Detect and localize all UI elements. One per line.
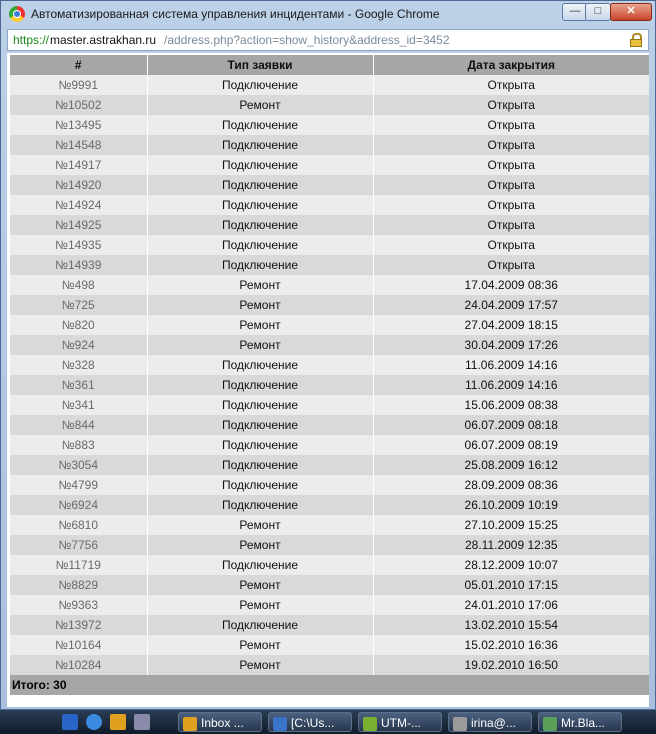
table-row <box>10 495 649 515</box>
close-date-cell: 11.06.2009 14:16 <box>373 355 649 375</box>
table-row <box>10 75 649 95</box>
close-button[interactable]: ✕ <box>610 3 652 21</box>
lock-icon[interactable] <box>630 33 642 47</box>
close-date-cell: 13.02.2010 15:54 <box>373 615 649 635</box>
table-row <box>10 215 649 235</box>
request-type-cell: Ремонт <box>147 315 373 335</box>
request-number-cell[interactable]: №361 <box>10 375 147 395</box>
request-type-cell: Подключение <box>147 355 373 375</box>
table-row <box>10 115 649 135</box>
page-content <box>7 53 649 707</box>
close-date-cell: 26.10.2009 10:19 <box>373 495 649 515</box>
table-row <box>10 155 649 175</box>
mail-icon[interactable] <box>110 714 126 730</box>
url-path: /address.php?action=show_history&address_id=3452 <box>164 33 450 47</box>
table-row <box>10 335 649 355</box>
request-number-cell[interactable]: №820 <box>10 315 147 335</box>
request-number-cell[interactable]: №9363 <box>10 595 147 615</box>
close-date-cell: 25.08.2009 16:12 <box>373 455 649 475</box>
request-number-cell[interactable]: №10502 <box>10 95 147 115</box>
request-number-cell[interactable]: №883 <box>10 435 147 455</box>
total-count: Итого: 30 <box>10 675 649 695</box>
request-number-cell[interactable]: №10164 <box>10 635 147 655</box>
request-number-cell[interactable]: №9991 <box>10 75 147 95</box>
table-row <box>10 475 649 495</box>
taskbar-button-label: Inbox ... <box>201 716 244 730</box>
table-row <box>10 435 649 455</box>
close-date-cell: 06.07.2009 08:19 <box>373 435 649 455</box>
request-type-cell: Ремонт <box>147 535 373 555</box>
request-type-cell: Подключение <box>147 455 373 475</box>
close-date-cell: 28.12.2009 10:07 <box>373 555 649 575</box>
table-row <box>10 535 649 555</box>
chat-icon <box>453 717 467 731</box>
close-date-cell: 24.04.2009 17:57 <box>373 295 649 315</box>
request-type-cell: Подключение <box>147 115 373 135</box>
close-date-cell: Открыта <box>373 75 649 95</box>
request-number-cell[interactable]: №3054 <box>10 455 147 475</box>
request-number-cell[interactable]: №14935 <box>10 235 147 255</box>
request-number-cell[interactable]: №14925 <box>10 215 147 235</box>
table-row <box>10 255 649 275</box>
request-number-cell[interactable]: №924 <box>10 335 147 355</box>
request-number-cell[interactable]: №14917 <box>10 155 147 175</box>
table-row <box>10 235 649 255</box>
request-number-cell[interactable]: №6810 <box>10 515 147 535</box>
close-date-cell: 27.10.2009 15:25 <box>373 515 649 535</box>
close-date-cell: Открыта <box>373 215 649 235</box>
col-header-type: Тип заявки <box>147 55 373 75</box>
request-number-cell[interactable]: №14548 <box>10 135 147 155</box>
taskbar-button[interactable] <box>268 712 352 732</box>
table-row <box>10 275 649 295</box>
close-date-cell: Открыта <box>373 155 649 175</box>
show-desktop-icon[interactable] <box>62 714 78 730</box>
request-type-cell: Ремонт <box>147 635 373 655</box>
request-number-cell[interactable]: №328 <box>10 355 147 375</box>
table-row <box>10 95 649 115</box>
taskbar-button-label: Mr.Bla... <box>561 716 606 730</box>
request-type-cell: Подключение <box>147 495 373 515</box>
close-date-cell: 30.04.2009 17:26 <box>373 335 649 355</box>
request-type-cell: Подключение <box>147 175 373 195</box>
request-type-cell: Подключение <box>147 375 373 395</box>
taskbar-button[interactable] <box>538 712 622 732</box>
request-number-cell[interactable]: №6924 <box>10 495 147 515</box>
request-number-cell[interactable]: №7756 <box>10 535 147 555</box>
request-number-cell[interactable]: №4799 <box>10 475 147 495</box>
table-header-row <box>10 55 649 75</box>
request-type-cell: Подключение <box>147 555 373 575</box>
request-type-cell: Подключение <box>147 155 373 175</box>
table-row <box>10 555 649 575</box>
chrome-icon <box>9 6 25 22</box>
request-number-cell[interactable]: №10284 <box>10 655 147 675</box>
request-type-cell: Подключение <box>147 395 373 415</box>
maximize-button[interactable]: □ <box>585 3 611 21</box>
close-date-cell: 28.11.2009 12:35 <box>373 535 649 555</box>
table-row <box>10 395 649 415</box>
app-icon <box>363 717 377 731</box>
close-date-cell: Открыта <box>373 175 649 195</box>
table-row <box>10 315 649 335</box>
request-number-cell[interactable]: №14939 <box>10 255 147 275</box>
title-bar[interactable] <box>1 1 655 27</box>
taskbar-button-label: [C:\Us... <box>291 716 335 730</box>
request-type-cell: Ремонт <box>147 275 373 295</box>
request-number-cell[interactable]: №14920 <box>10 175 147 195</box>
table-row <box>10 635 649 655</box>
table-row <box>10 375 649 395</box>
taskbar-button-label: irina@... <box>471 716 516 730</box>
request-type-cell: Подключение <box>147 255 373 275</box>
request-type-cell: Подключение <box>147 235 373 255</box>
close-date-cell: 06.07.2009 08:18 <box>373 415 649 435</box>
network-icon[interactable] <box>134 714 150 730</box>
request-type-cell: Ремонт <box>147 295 373 315</box>
table-row <box>10 575 649 595</box>
close-date-cell: 28.09.2009 08:36 <box>373 475 649 495</box>
taskbar <box>0 710 656 734</box>
request-type-cell: Подключение <box>147 215 373 235</box>
request-number-cell[interactable]: №13972 <box>10 615 147 635</box>
close-date-cell: Открыта <box>373 115 649 135</box>
request-type-cell: Подключение <box>147 615 373 635</box>
url-scheme: https:// <box>13 33 50 47</box>
mail-icon <box>183 717 197 731</box>
table-row <box>10 595 649 615</box>
request-type-cell: Ремонт <box>147 335 373 355</box>
taskbar-button[interactable] <box>448 712 532 732</box>
close-date-cell: 19.02.2010 16:50 <box>373 655 649 675</box>
close-date-cell: 17.04.2009 08:36 <box>373 275 649 295</box>
table-row <box>10 295 649 315</box>
close-date-cell: Открыта <box>373 135 649 155</box>
minimize-button[interactable]: — <box>562 3 588 21</box>
close-date-cell: 15.06.2009 08:38 <box>373 395 649 415</box>
col-header-number: # <box>10 55 147 75</box>
close-date-cell: Открыта <box>373 95 649 115</box>
request-type-cell: Ремонт <box>147 95 373 115</box>
close-date-cell: 27.04.2009 18:15 <box>373 315 649 335</box>
table-row <box>10 655 649 675</box>
close-date-cell: 15.02.2010 16:36 <box>373 635 649 655</box>
close-date-cell: Открыта <box>373 255 649 275</box>
table-row <box>10 615 649 635</box>
request-type-cell: Подключение <box>147 135 373 155</box>
request-number-cell[interactable]: №13495 <box>10 115 147 135</box>
close-date-cell: Открыта <box>373 235 649 255</box>
request-type-cell: Подключение <box>147 435 373 455</box>
request-type-cell: Подключение <box>147 195 373 215</box>
url-host: master.astrakhan.ru <box>50 33 157 47</box>
request-type-cell: Ремонт <box>147 655 373 675</box>
request-number-cell[interactable]: №11719 <box>10 555 147 575</box>
table-row <box>10 515 649 535</box>
close-date-cell: Открыта <box>373 195 649 215</box>
col-header-close-date: Дата закрытия <box>373 55 649 75</box>
request-type-cell: Подключение <box>147 415 373 435</box>
ie-icon[interactable] <box>86 714 102 730</box>
history-table <box>10 55 649 675</box>
taskbar-button-label: UTM-... <box>381 716 421 730</box>
request-number-cell[interactable]: №14924 <box>10 195 147 215</box>
request-type-cell: Ремонт <box>147 595 373 615</box>
request-number-cell[interactable]: №341 <box>10 395 147 415</box>
chat-icon <box>543 717 557 731</box>
folder-icon <box>273 717 287 731</box>
request-number-cell[interactable]: №725 <box>10 295 147 315</box>
table-row <box>10 195 649 215</box>
table-row <box>10 175 649 195</box>
request-type-cell: Ремонт <box>147 575 373 595</box>
request-type-cell: Подключение <box>147 475 373 495</box>
request-type-cell: Подключение <box>147 75 373 95</box>
close-date-cell: 05.01.2010 17:15 <box>373 575 649 595</box>
request-number-cell[interactable]: №498 <box>10 275 147 295</box>
address-bar[interactable] <box>7 29 649 51</box>
table-row <box>10 455 649 475</box>
request-number-cell[interactable]: №844 <box>10 415 147 435</box>
close-date-cell: 11.06.2009 14:16 <box>373 375 649 395</box>
window-title: Автоматизированная система управления инцидентами - Google Chrome <box>31 7 440 21</box>
table-row <box>10 355 649 375</box>
close-date-cell: 24.01.2010 17:06 <box>373 595 649 615</box>
request-type-cell: Ремонт <box>147 515 373 535</box>
request-number-cell[interactable]: №8829 <box>10 575 147 595</box>
taskbar-button[interactable] <box>358 712 442 732</box>
table-row <box>10 415 649 435</box>
taskbar-button[interactable] <box>178 712 262 732</box>
table-row <box>10 135 649 155</box>
